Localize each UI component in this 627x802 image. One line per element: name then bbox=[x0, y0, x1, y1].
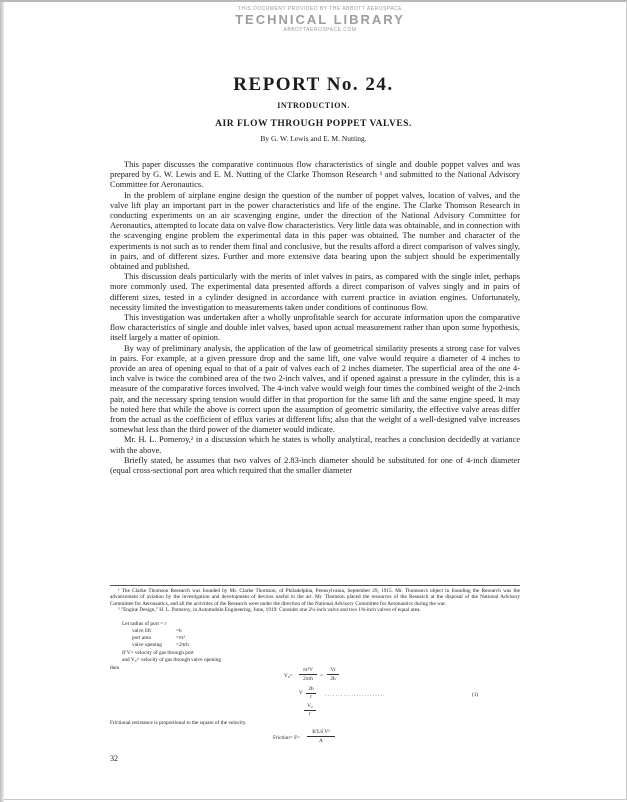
def-value: =2πrh bbox=[176, 642, 189, 648]
eq2-lhs: V bbox=[299, 690, 303, 696]
eq1-numerator-2: Vr bbox=[330, 667, 336, 673]
friction-text: Frictional resistance is proportional to the square of the velocity. bbox=[110, 720, 247, 726]
body-text bbox=[110, 160, 520, 476]
eq1-denominator: 2πrh bbox=[303, 676, 313, 682]
page-number: 32 bbox=[110, 754, 118, 763]
paper-title: AIR FLOW THROUGH POPPET VALVES. bbox=[215, 119, 412, 129]
eq3-numerator: V₀ bbox=[307, 703, 313, 709]
paragraph: Briefly stated, he assumes that two valves of 2.83-inch diameter should be substituted for one of 4-inch diameter (equal cross-sectional port area which required that the smaller diameter bbox=[110, 455, 520, 476]
paragraph: By way of preliminary analysis, the application of the law of geometrical similarity presents a strong case for valves in pairs. For example, at a given pressure drop and the same lift, one valve would require a diameter of 4 inches to provide an area of opening equal to that of a pair of valves each of 2 inches diameter. The superficial area of the one 4-inch valve is twice the combined area of the two 2-inch valves, and if opened against a pressure in the cylinder, this is a measure of the comparative forces involved. The 4-inch valve would weigh four times the combined weight of the 2-inch pair, and the necessary spring tension would differ in that proportion for the same lift and the same engine speed. It may be noted here that while the above is correct upon the assumption of geometric similarity, the effective valve areas differ from the actual as the coefficient of efflux varies at different lifts; also that the weight of a well-designed valve increases somewhat less than the third power of the diameter would indicate. bbox=[110, 343, 520, 435]
eq3-denominator: r bbox=[309, 711, 311, 717]
equation-leader: . . . . . . . . . . . . . . . . . . . . . . . bbox=[325, 692, 385, 698]
paragraph: This discussion deals particularly with the merits of inlet valves in pairs, as compared with the single inlet, perhaps more commonly used. The experimental data presented affords a direct comparison of valves singly and in pairs of different sizes, tested in a cylinder designed in accordance with current practice in aviation engines. Unfortunately, necessity limited the investigation to measurements taken under conditions of continuous flow. bbox=[110, 272, 520, 312]
banner-provider: THIS DOCUMENT PROVIDED BY THE ABBOTT AEROSPACE bbox=[237, 6, 403, 12]
then-word: then bbox=[110, 665, 120, 671]
def-label: port area bbox=[132, 635, 151, 641]
equation-number: (1) bbox=[472, 692, 479, 698]
def-label: valve lift bbox=[132, 628, 151, 634]
authors-line: By G. W. Lewis and E. M. Nutting. bbox=[260, 134, 367, 143]
friction-numerator: K'LS V² bbox=[312, 729, 330, 735]
report-heading: REPORT No. 24. bbox=[233, 74, 394, 95]
paragraph: This paper discusses the comparative continuous flow characteristics of single and double poppet valves and was prepared by G. W. Lewis and E. M. Nutting of the Clarke Thomson Research ¹ and submitted to the National Advisory Committee for Aeronautics. bbox=[110, 160, 520, 190]
footnote-1: ¹ The Clarke Thomson Research was founded by Mr. Clarke Thomson, of Philadelphia, Pennsylvania, September 29, 1915. Mr. Thomson's object in founding the Research was the advancement of aviation by the investigation and development of devices useful to the art. Mr. Thomson placed the resources of the Research at the disposal of the National Advisory Committee for Aeronautics, and all the activities of the Research were under the direction of the National Advisory Committee for Aeronautics during the war. bbox=[110, 588, 520, 607]
def-value: =h bbox=[176, 628, 182, 634]
eq2-numerator: 2h bbox=[308, 686, 314, 692]
fraction-bar bbox=[327, 674, 339, 675]
eq2-denominator: r bbox=[310, 694, 312, 700]
let-line: Let radius of port = r bbox=[122, 621, 167, 627]
eq1-equals: = bbox=[320, 673, 323, 679]
footnote-rule bbox=[110, 585, 520, 586]
paragraph: In the problem of airplane engine design the question of the number of poppet valves, location of valves, and the valve lift play an important part in the power characteristics and life of the engine. The Clarke Thomson Research in conducting experiments on an air scavenging engine, under the direction of the National Advisory Committee for Aeronautics, attempted to locate data on valve flow characteristics. Very little data was obtainable, and in connection with the scavenging engine problem the experimental data in this paper was obtained. The number and character of the experiments is not such as to render them final and conclusive, but the results afford a direct comparison of valves singly, in pairs, and of different sizes. Further and more extensive data bearing upon the subject should be experimentally obtained and published. bbox=[110, 190, 520, 272]
eq1-denominator-2: 2h bbox=[330, 676, 336, 682]
paragraph: Mr. H. L. Pomeroy,² in a discussion which he states is wholly analytical, reaches a conclusion decidedly at variance with the above. bbox=[110, 435, 520, 455]
paragraph: This investigation was undertaken after a wholly unprofitable search for accurate information upon the comparative flow characteristics of single and double inlet valves, based upon actual measurement rather than upon some hypothesis, itself largely a matter of opinion. bbox=[110, 313, 520, 343]
eq1-lhs: V₀= bbox=[284, 673, 293, 679]
fraction-bar bbox=[307, 736, 335, 737]
fraction-bar bbox=[299, 674, 317, 675]
and-line: and V₀= velocity of gas through valve opening bbox=[122, 657, 222, 663]
friction-denominator: A bbox=[319, 738, 323, 744]
footnotes bbox=[110, 588, 520, 614]
introduction-heading: INTRODUCTION. bbox=[277, 101, 350, 110]
library-banner bbox=[200, 6, 440, 33]
banner-title: TECHNICAL LIBRARY bbox=[235, 12, 405, 27]
def-label: valve opening bbox=[132, 642, 162, 648]
def-value: =πr² bbox=[176, 635, 186, 641]
footnote-2: ² "Engine Design," H. L. Pomeroy, in Automobile Engineering, June, 1919: Consider one 2¼-inch valve and two 1⅝-inch valves of equal area. bbox=[118, 607, 421, 614]
if-line: If V= velocity of gas through port bbox=[122, 650, 194, 656]
banner-site: ABBOTTAEROSPACE.COM bbox=[283, 27, 357, 33]
friction-lhs: Friction= F= bbox=[273, 735, 301, 741]
eq1-numerator: πr²V bbox=[303, 667, 313, 673]
